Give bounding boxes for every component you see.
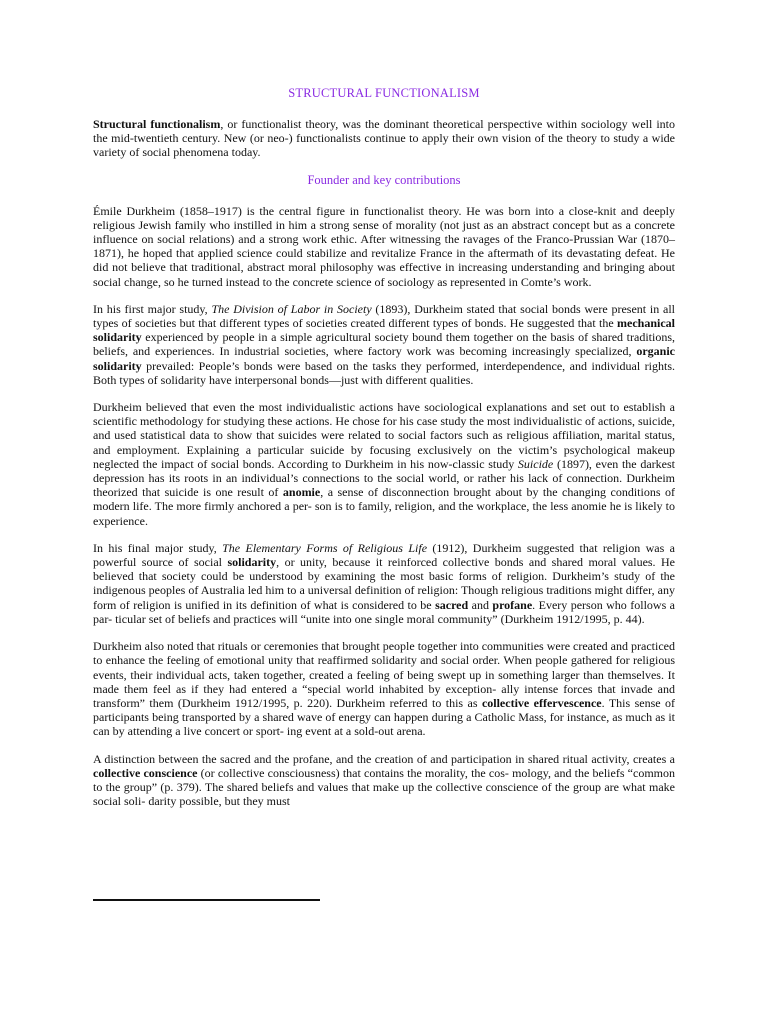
key-term: collective conscience xyxy=(93,765,198,780)
key-term: Structural functionalism xyxy=(93,117,221,131)
book-title: The Elementary Forms of Religious Life xyxy=(222,540,428,555)
paragraph-division-of-labor: In his first major study, The Division of Labor in Society (1893), Durkheim stated that social bonds were present in all types of societies but that different types of societies created different types of bonds. He suggested that the mechanical solidarity experienced by people in a simple agricultural society bound them together on the basis of shared traditions, beliefs, and experiences. In industrial societies, where factory work was becoming increasingly specialized, organic solidarity prevailed: People’s bonds were based on the tasks they performed, interdependence, and individual rights. Both types of solidarity have interpersonal bonds—just with different qualities. xyxy=(93,301,676,387)
key-term: anomie xyxy=(282,485,321,500)
key-term: solidarity xyxy=(227,555,277,570)
paragraph-collective-conscience: A distinction between the sacred and the profane, and the creation of and participation in shared ritual activity, creates a collective conscience (or collective consciousness) that contains the morality, the cos- mology, and the beliefs “common to the group” (p. 379). The shared beliefs and values that make up the collective conscience of the group are what make social soli- darity possible, but they must xyxy=(93,751,675,809)
key-term: organic solidarity xyxy=(93,344,675,373)
section-heading: Founder and key contributions xyxy=(307,172,461,187)
footnote-divider xyxy=(93,899,320,901)
key-term: sacred xyxy=(435,597,469,612)
paragraph-religious-life: In his final major study, The Elementary Forms of Religious Life (1912), Durkheim suggested that religion was a powerful source of social solidarity, or unity, because it reinforced collective bonds and shared moral values. He believed that society could be understood by examining the most basic forms of religion. Durkheim’s study of the indigenous peoples of Australia led him to a universal definition of religion: Though religious traditions might differ, any form of religion is unified in its definition of what is considered to be sacred and profane. Every person who follows a par- ticular set of beliefs and practices will “unite into one single moral community” (Durkheim 1912/1995, p. 44). xyxy=(93,540,676,626)
intro-paragraph: Structural functionalism, or functionalist theory, was the dominant theoretical perspective within sociology well into the mid-twentieth century. New (or neo-) functionalists continue to apply their own vision of the theory to study a wide variety of social phenomena today. xyxy=(93,117,675,160)
book-title: The Division of Labor in Society xyxy=(211,301,372,316)
key-term: collective effervescence xyxy=(481,695,602,710)
page-title: STRUCTURAL FUNCTIONALISM xyxy=(288,86,480,100)
key-term: mechanical solidarity xyxy=(93,316,675,345)
paragraph-durkheim-bio: Émile Durkheim (1858–1917) is the central figure in functionalist theory. He was born into a close-knit and deeply religious Jewish family who instilled in him a strong sense of morality (not just as an abstract concept but as a concrete influence on social relations) and a strong work ethic. After witnessing the ravages of the Franco-Prussian War (1870–1871), he hoped that applied science could stabilize and revitalize France in the aftermath of its devastating defeat. He did not believe that traditional, abstract moral philosophy was effective in increasing understanding and bringing about social change, so he turned instead to the concrete science of sociology as represented in Comte’s work. xyxy=(93,203,675,289)
book-title: Suicide xyxy=(517,456,554,471)
key-term: profane xyxy=(492,597,533,612)
paragraph-rituals: Durkheim also noted that rituals or ceremonies that brought people together into communities were created and practiced to enhance the feeling of emotional unity that reaffirmed solidarity and social order. When people gathered for religious events, their individual acts, taken together, created a feeling of being swept up in something larger than themselves. It made them feel as if they had entered a “special world inhabited by exception- ally intense forces that invade and transform” them (Durkheim 1912/1995, p. 220). Durkheim referred to this as collective effervescence. This sense of participants being transported by a shared wave of energy can happen during a Catholic Mass, for instance, as much as it can by attending a live concert or sport- ing event at a sold-out arena. xyxy=(93,639,676,739)
paragraph-suicide: Durkheim believed that even the most individualistic actions have sociological explanations and set out to establish a scientific methodology for studying these actions. He chose for his case study the most individualistic of actions, suicide, and used statistical data to show that suicides were related to social factors such as religious affiliation, marital status, and employment. Explaining a particular suicide by focusing exclusively on the victim’s psychological makeup neglected the impact of social bonds. According to Durkheim in his now-classic study Suicide (1897), even the darkest depression has its roots in an individual’s connections to the social world, or rather his lack of connection. Durkheim theorized that suicide is one result of anomie, a sense of disconnection brought about by the changing conditions of modern life. The more firmly anchored a per- son is to family, religion, and the workplace, the less anomie he is likely to experience. xyxy=(93,400,675,528)
